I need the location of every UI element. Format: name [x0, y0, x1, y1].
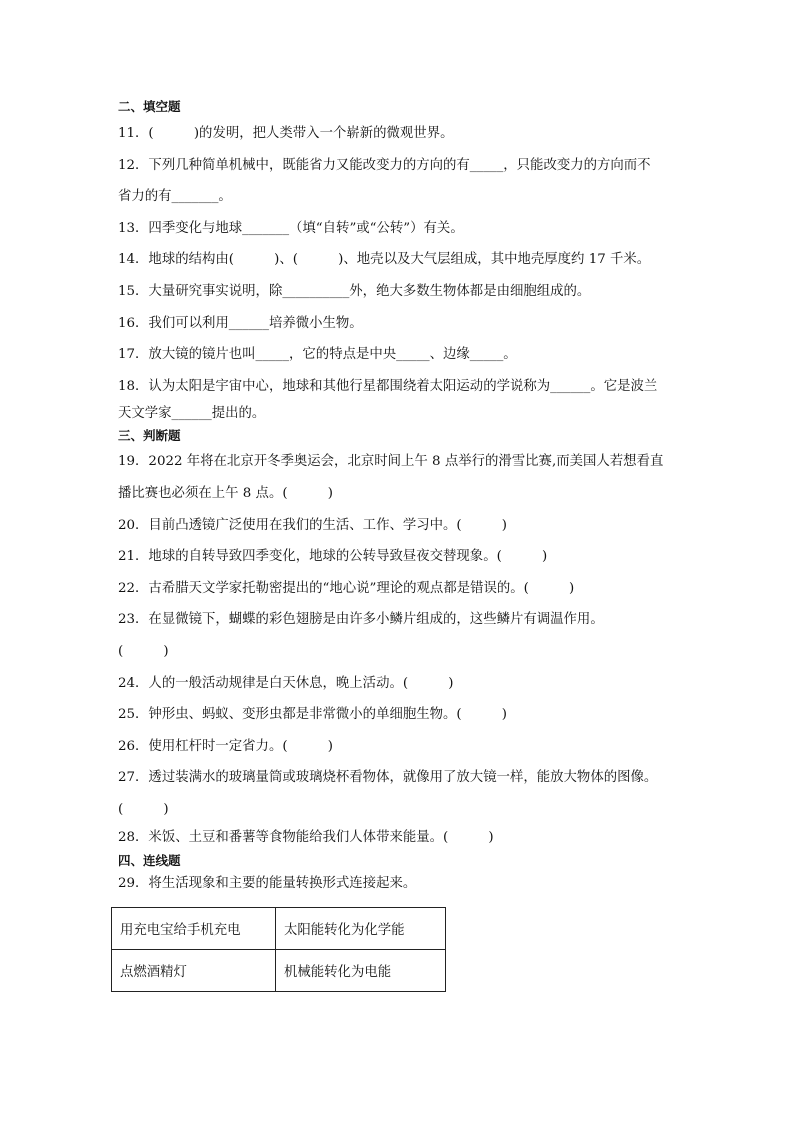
question-23-line2: ( ): [118, 643, 169, 659]
question-27-line2: ( ): [118, 801, 169, 817]
question-17: 17．放大镜的镜片也叫_____，它的特点是中央_____、边缘_____。: [118, 347, 517, 363]
question-19-line2: 播比赛也必须在上午 8 点。( ): [118, 485, 333, 501]
question-12-line2: 省力的有_______。: [118, 189, 232, 205]
question-13: 13．四季变化与地球_______（填“自转”或“公转”）有关。: [118, 220, 464, 236]
question-18-line1: 18．认为太阳是宇宙中心，地球和其他行星都围绕着太阳运动的学说称为______。它是波兰: [118, 378, 658, 394]
section-heading-fill: 二、填空题: [118, 99, 181, 114]
question-14: 14．地球的结构由( )、( )、地壳以及大气层组成，其中地壳厚度约 17 千米。: [118, 252, 651, 268]
question-25: 25．钟形虫、蚂蚁、变形虫都是非常微小的单细胞生物。( ): [118, 707, 508, 723]
question-18-line2: 天文学家______提出的。: [118, 406, 266, 422]
question-20: 20．目前凸透镜广泛使用在我们的生活、工作、学习中。( ): [118, 517, 508, 533]
question-16: 16．我们可以利用______培养微小生物。: [118, 315, 363, 331]
table-row: [112, 908, 446, 950]
table-cell-energy-form: 机械能转化为电能: [276, 950, 446, 992]
section-heading-match: 四、连线题: [118, 853, 181, 869]
worksheet-page: [118, 96, 688, 897]
question-28: 28．米饭、土豆和番薯等食物能给我们人体带来能量。( ): [118, 830, 494, 846]
matching-table: [111, 907, 446, 992]
table-cell-energy-form: 太阳能转化为化学能: [276, 908, 446, 950]
question-19-line1: 19．2022 年将在北京开冬季奥运会，北京时间上午 8 点举行的滑雪比赛,而美国人若想看直: [118, 454, 664, 470]
question-22: 22．古希腊天文学家托勒密提出的“地心说”理论的观点都是错误的。( ): [118, 580, 575, 596]
table-cell-phenomenon: 用充电宝给手机充电: [112, 908, 276, 950]
question-12-line1: 12．下列几种简单机械中，既能省力又能改变力的方向的有_____，只能改变力的方向而不: [118, 157, 651, 173]
question-26: 26．使用杠杆时一定省力。( ): [118, 738, 333, 754]
table-cell-phenomenon: 点燃酒精灯: [112, 950, 276, 992]
section-heading-judge: 三、判断题: [118, 428, 181, 444]
question-21: 21．地球的自转导致四季变化，地球的公转导致昼夜交替现象。( ): [118, 549, 548, 565]
question-24: 24．人的一般活动规律是白天休息，晚上活动。( ): [118, 675, 454, 691]
question-27-line1: 27．透过装满水的玻璃量筒或玻璃烧杯看物体，就像用了放大镜一样，能放大物体的图像。: [118, 770, 658, 786]
question-15: 15．大量研究事实说明，除__________外，绝大多数生物体都是由细胞组成的。: [118, 283, 591, 299]
table-row: [112, 950, 446, 992]
question-23-line1: 23．在显微镜下，蝴蝶的彩色翅膀是由许多小鳞片组成的，这些鳞片有调温作用。: [118, 612, 604, 628]
question-29: 29．将生活现象和主要的能量转换形式连接起来。: [118, 876, 417, 892]
question-11: 11．( )的发明，把人类带入一个崭新的微观世界。: [118, 126, 454, 141]
